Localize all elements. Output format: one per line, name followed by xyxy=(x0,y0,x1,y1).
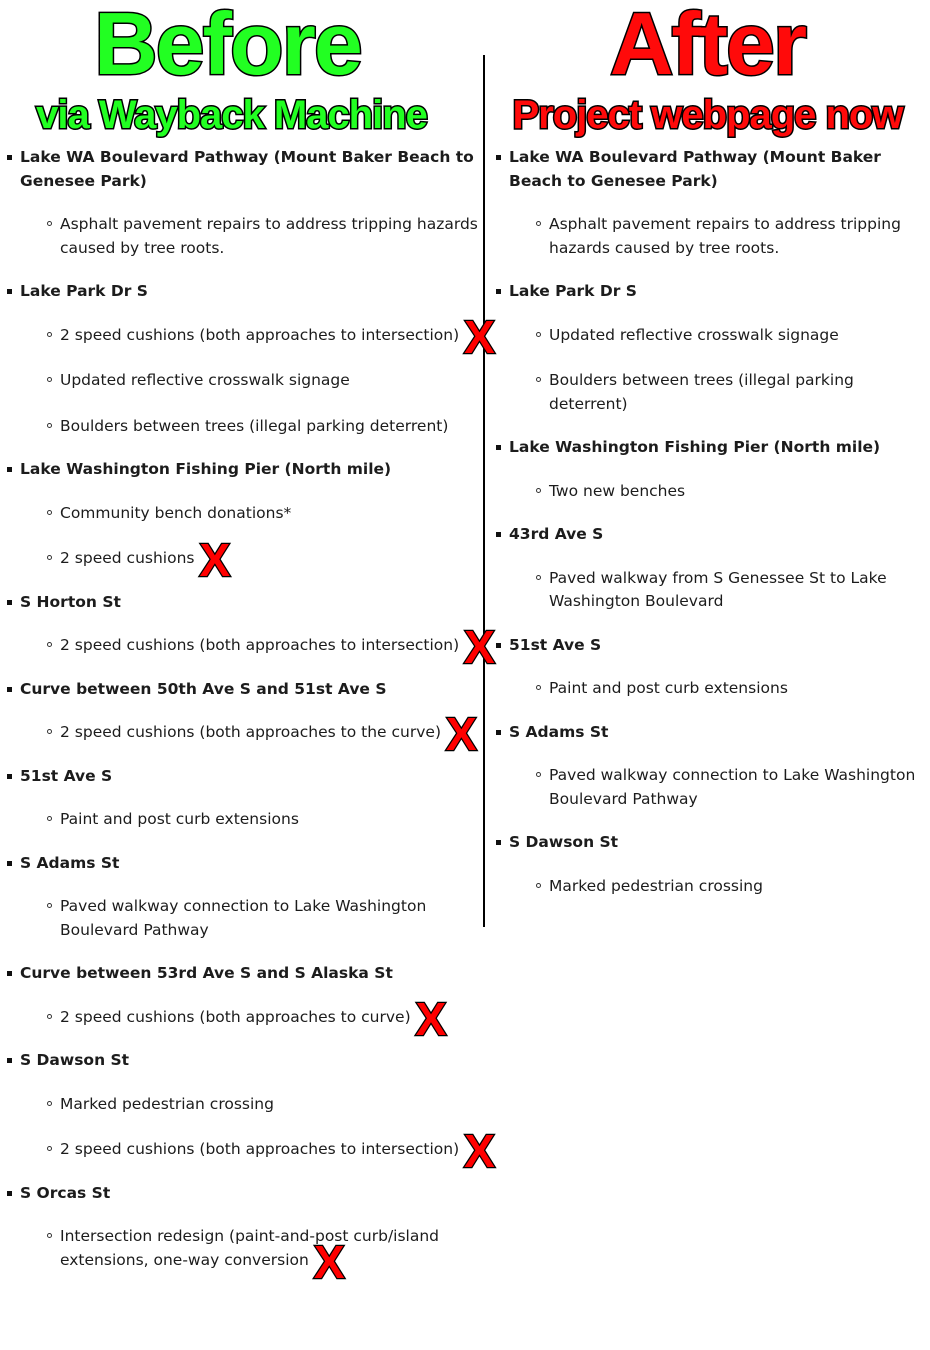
sub-item-text: 2 speed cushions (both approaches to curve) xyxy=(60,1007,411,1026)
circle-bullet-icon xyxy=(536,488,541,493)
sub-list-item xyxy=(509,567,930,614)
list-item-label: Lake Washington Fishing Pier (North mile) xyxy=(509,438,881,456)
sub-list xyxy=(20,502,480,586)
list-item xyxy=(0,962,480,1045)
list-item-label: Lake WA Boulevard Pathway (Mount Baker Beach to Genesee Park) xyxy=(509,148,881,190)
sub-list xyxy=(20,213,480,260)
circle-bullet-icon xyxy=(47,816,52,821)
before-list xyxy=(0,146,495,1292)
list-item xyxy=(0,280,495,438)
sub-list xyxy=(20,621,495,673)
sub-list-item xyxy=(20,708,480,760)
list-item xyxy=(0,1182,480,1288)
sub-list-item xyxy=(509,677,930,701)
circle-bullet-icon xyxy=(47,1014,52,1019)
list-item xyxy=(489,280,930,416)
sub-list xyxy=(20,808,480,832)
removed-x-icon: X xyxy=(464,621,495,673)
sub-item-text: Two new benches xyxy=(549,481,686,500)
circle-bullet-icon xyxy=(536,883,541,888)
circle-bullet-icon xyxy=(47,1146,52,1151)
removed-x-icon: X xyxy=(415,992,447,1045)
list-item xyxy=(0,146,480,260)
circle-bullet-icon xyxy=(47,1233,52,1238)
sub-item-text: Marked pedestrian crossing xyxy=(549,876,763,895)
sub-list xyxy=(509,213,930,260)
list-item-label: S Dawson St xyxy=(20,1051,130,1069)
list-item-label: S Orcas St xyxy=(20,1183,111,1202)
sub-list-item xyxy=(20,808,480,832)
sub-item-text: Marked pedestrian crossing xyxy=(60,1094,274,1113)
list-item xyxy=(0,1049,495,1177)
list-item xyxy=(0,678,480,760)
square-bullet-icon xyxy=(7,467,12,472)
sub-item-text: 2 speed cushions (both approaches to intersection) xyxy=(60,325,460,344)
square-bullet-icon xyxy=(7,774,12,779)
sub-list xyxy=(20,708,480,760)
square-bullet-icon xyxy=(496,840,501,845)
list-item-label: Lake Washington Fishing Pier (North mile) xyxy=(20,460,392,478)
sub-list-item xyxy=(20,1225,480,1288)
circle-bullet-icon xyxy=(47,423,52,428)
circle-bullet-icon xyxy=(47,903,52,908)
list-item-label: S Adams St xyxy=(20,853,120,872)
sub-item-text: Intersection redesign (paint-and-post curb/island extensions, one-way conversion xyxy=(60,1227,440,1269)
square-bullet-icon xyxy=(496,730,501,735)
sub-list xyxy=(20,992,480,1045)
square-bullet-icon xyxy=(7,1191,12,1196)
after-heading: After xyxy=(609,0,806,93)
circle-bullet-icon xyxy=(47,510,52,515)
sub-list-item xyxy=(20,502,480,526)
sub-list-item xyxy=(20,1093,480,1117)
sub-item-text: Updated reflective crosswalk signage xyxy=(60,371,350,389)
list-item-label: 51st Ave S xyxy=(509,635,602,654)
square-bullet-icon xyxy=(7,687,12,692)
sub-list xyxy=(509,677,930,701)
circle-bullet-icon xyxy=(536,575,541,580)
sub-item-text: Paved walkway from S Genessee St to Lake Washington Boulevard xyxy=(549,568,887,610)
sub-list xyxy=(509,764,930,811)
circle-bullet-icon xyxy=(536,772,541,777)
list-item-label: Lake WA Boulevard Pathway (Mount Baker Beach to Genesee Park) xyxy=(20,148,474,190)
square-bullet-icon xyxy=(7,1058,12,1063)
sub-item-text: Asphalt pavement repairs to address tripping hazards caused by tree roots. xyxy=(549,215,901,257)
sub-item-text: Boulders between trees (illegal parking deterrent) xyxy=(60,416,449,435)
square-bullet-icon xyxy=(7,289,12,294)
square-bullet-icon xyxy=(496,532,501,537)
list-item-label: Lake Park Dr S xyxy=(20,282,148,300)
circle-bullet-icon xyxy=(47,555,52,560)
square-bullet-icon xyxy=(7,971,12,976)
sub-list xyxy=(20,1225,480,1288)
list-item-label: S Adams St xyxy=(509,722,609,741)
circle-bullet-icon xyxy=(536,377,541,382)
list-item xyxy=(0,765,480,832)
sub-list-item xyxy=(509,324,930,348)
removed-x-icon: X xyxy=(446,708,477,760)
list-item xyxy=(489,721,930,812)
circle-bullet-icon xyxy=(47,221,52,226)
square-bullet-icon xyxy=(7,861,12,866)
list-item xyxy=(489,523,930,614)
sub-list-item xyxy=(509,480,930,504)
sub-list xyxy=(20,895,480,942)
sub-list-item xyxy=(509,369,930,416)
sub-item-text: Paved walkway connection to Lake Washington Boulevard Pathway xyxy=(549,766,916,808)
list-item xyxy=(0,852,480,943)
sub-list-item xyxy=(20,534,480,586)
sub-list xyxy=(509,567,930,614)
before-subheading: via Wayback Machine xyxy=(36,93,427,137)
sub-item-text: Community bench donations* xyxy=(60,503,292,522)
after-list xyxy=(489,146,930,918)
circle-bullet-icon xyxy=(47,1101,52,1106)
sub-list-item xyxy=(20,213,480,260)
list-item xyxy=(489,634,930,701)
sub-item-text: Boulders between trees (illegal parking deterrent) xyxy=(549,371,854,413)
sub-item-text: 2 speed cushions (both approaches to the curve) xyxy=(60,723,441,741)
circle-bullet-icon xyxy=(47,332,52,337)
square-bullet-icon xyxy=(7,600,12,605)
circle-bullet-icon xyxy=(536,685,541,690)
sub-list-item xyxy=(20,415,480,439)
sub-list-item xyxy=(20,1125,495,1177)
sub-item-text: 2 speed cushions (both approaches to intersection) xyxy=(60,636,460,654)
sub-list xyxy=(20,310,495,439)
sub-list xyxy=(509,875,930,899)
sub-list-item xyxy=(20,992,480,1045)
before-heading: Before xyxy=(94,0,361,93)
list-item-label: 43rd Ave S xyxy=(509,525,604,543)
column-divider xyxy=(483,55,485,927)
list-item-label: Curve between 50th Ave S and 51st Ave S xyxy=(20,679,387,698)
sub-list xyxy=(509,324,930,417)
list-item-label: Lake Park Dr S xyxy=(509,282,637,300)
sub-list-item xyxy=(509,875,930,899)
sub-item-text: Asphalt pavement repairs to address tripping hazards caused by tree roots. xyxy=(60,215,478,257)
sub-item-text: 2 speed cushions (both approaches to intersection) xyxy=(60,1140,460,1158)
sub-item-text: Paint and post curb extensions xyxy=(549,679,788,697)
list-item xyxy=(0,591,495,673)
list-item-label: S Horton St xyxy=(20,592,121,611)
square-bullet-icon xyxy=(7,155,12,160)
list-item-label: 51st Ave S xyxy=(20,766,113,785)
after-subheading: Project webpage now xyxy=(512,93,903,137)
list-item-label: Curve between 53rd Ave S and S Alaska St xyxy=(20,964,393,982)
list-item-label: S Dawson St xyxy=(509,833,619,851)
list-item xyxy=(0,458,480,586)
sub-item-text: Paint and post curb extensions xyxy=(60,810,299,828)
sub-list-item xyxy=(20,621,495,673)
sub-item-text: Paved walkway connection to Lake Washington Boulevard Pathway xyxy=(60,897,427,939)
circle-bullet-icon xyxy=(47,729,52,734)
removed-x-icon: X xyxy=(464,1125,495,1177)
circle-bullet-icon xyxy=(536,221,541,226)
removed-x-icon: X xyxy=(464,310,495,363)
square-bullet-icon xyxy=(496,155,501,160)
sub-list-item xyxy=(20,310,495,363)
removed-x-icon: X xyxy=(199,534,231,586)
circle-bullet-icon xyxy=(47,377,52,382)
sub-item-text: Updated reflective crosswalk signage xyxy=(549,325,839,344)
list-item xyxy=(489,436,930,503)
sub-list-item xyxy=(509,213,930,260)
list-item xyxy=(489,831,930,898)
sub-list-item xyxy=(20,895,480,942)
removed-x-icon: X xyxy=(313,1235,345,1288)
square-bullet-icon xyxy=(496,289,501,294)
circle-bullet-icon xyxy=(47,642,52,647)
sub-list-item xyxy=(509,764,930,811)
sub-list xyxy=(509,480,930,504)
sub-list-item xyxy=(20,369,480,393)
square-bullet-icon xyxy=(496,445,501,450)
sub-item-text: 2 speed cushions xyxy=(60,549,195,567)
sub-list xyxy=(20,1093,495,1177)
square-bullet-icon xyxy=(496,643,501,648)
circle-bullet-icon xyxy=(536,332,541,337)
list-item xyxy=(489,146,930,260)
